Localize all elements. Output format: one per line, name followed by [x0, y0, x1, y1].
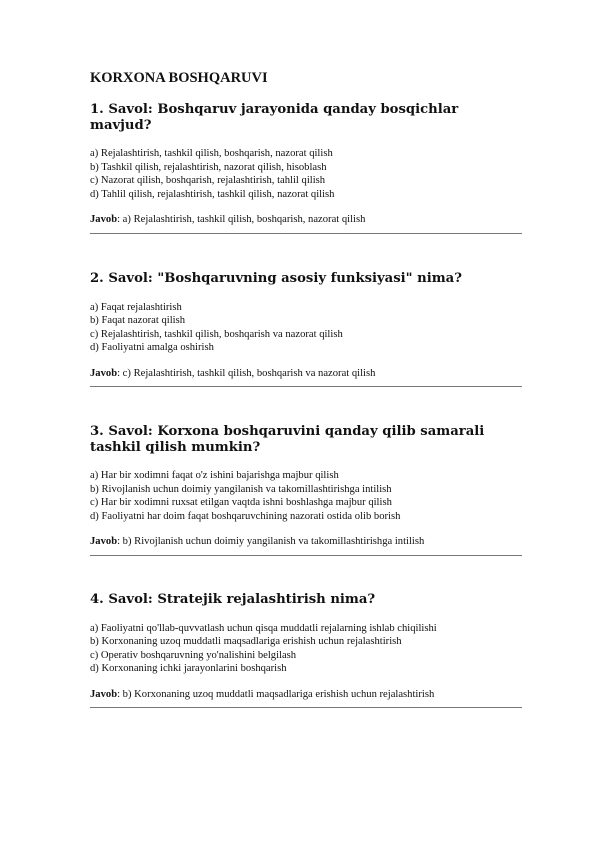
- option-list: [90, 622, 522, 676]
- question-block-3: [90, 424, 522, 556]
- question-heading: 2. Savol: "Boshqaruvning asosiy funksiyasi" nima?: [90, 271, 462, 286]
- question-block-4: [90, 592, 522, 708]
- answer-line: [90, 688, 522, 702]
- answer-label: Javob: [90, 367, 118, 379]
- question-heading: 4. Savol: Stratejik rejalashtirish nima?: [90, 592, 376, 607]
- option-item: c) Har bir xodimni ruxsat etilgan vaqtda ishni boshlashga majbur qilish: [90, 497, 392, 509]
- option-item: c) Operativ boshqaruvning yo'nalishini belgilash: [90, 649, 297, 661]
- section-divider: [90, 707, 522, 708]
- answer-label: Javob: [90, 214, 118, 226]
- answer-line: [90, 367, 522, 381]
- answer-text: : b) Rivojlanish uchun doimiy yangilanish va takomillashtirishga intilish: [117, 536, 425, 548]
- section-divider: [90, 386, 522, 387]
- answer-text: : b) Korxonaning uzoq muddatli maqsadlariga erishish uchun rejalashtirish: [117, 688, 435, 700]
- document-title: KORXONA BOSHQARUVI: [90, 70, 268, 86]
- option-item: a) Faqat rejalashtirish: [90, 301, 182, 313]
- option-item: d) Faoliyatni amalga oshirish: [90, 342, 214, 354]
- section-divider: [90, 555, 522, 556]
- question-block-2: [90, 271, 522, 387]
- question-heading: 3. Savol: Korxona boshqaruvini qanday qilib samarali tashkil qilish mumkin?: [90, 424, 485, 455]
- option-item: c) Nazorat qilish, boshqarish, rejalashtirish, tahlil qilish: [90, 175, 326, 187]
- question-block-1: [90, 102, 522, 234]
- option-item: b) Korxonaning uzoq muddatli maqsadlariga erishish uchun rejalashtirish: [90, 636, 402, 648]
- answer-label: Javob: [90, 536, 118, 548]
- section-divider: [90, 233, 522, 234]
- option-item: d) Faoliyatni har doim faqat boshqaruvchining nazorati ostida olib borish: [90, 510, 401, 522]
- option-item: a) Faoliyatni qo'llab-quvvatlash uchun qisqa muddatli rejalarning ishlab chiqilishi: [90, 622, 437, 634]
- question-heading: 1. Savol: Boshqaruv jarayonida qanday bosqichlar mavjud?: [90, 102, 459, 133]
- option-list: [90, 301, 522, 355]
- option-item: c) Rejalashtirish, tashkil qilish, boshqarish va nazorat qilish: [90, 328, 343, 340]
- option-item: b) Rivojlanish uchun doimiy yangilanish va takomillashtirishga intilish: [90, 483, 392, 495]
- answer-line: [90, 535, 522, 549]
- option-item: a) Har bir xodimni faqat o'z ishini bajarishga majbur qilish: [90, 470, 339, 481]
- option-list: [90, 147, 522, 201]
- answer-text: : c) Rejalashtirish, tashkil qilish, boshqarish va nazorat qilish: [117, 367, 376, 379]
- option-item: a) Rejalashtirish, tashkil qilish, boshqarish, nazorat qilish: [90, 148, 333, 159]
- option-list: [90, 469, 522, 523]
- answer-line: [90, 213, 522, 227]
- option-item: d) Korxonaning ichki jarayonlarini boshqarish: [90, 663, 287, 675]
- option-item: b) Tashkil qilish, rejalashtirish, nazorat qilish, hisoblash: [90, 161, 327, 173]
- answer-label: Javob: [90, 688, 118, 700]
- option-item: d) Tahlil qilish, rejalashtirish, tashkil qilish, nazorat qilish: [90, 188, 335, 200]
- answer-text: : a) Rejalashtirish, tashkil qilish, boshqarish, nazorat qilish: [117, 214, 366, 226]
- option-item: b) Faqat nazorat qilish: [90, 315, 186, 327]
